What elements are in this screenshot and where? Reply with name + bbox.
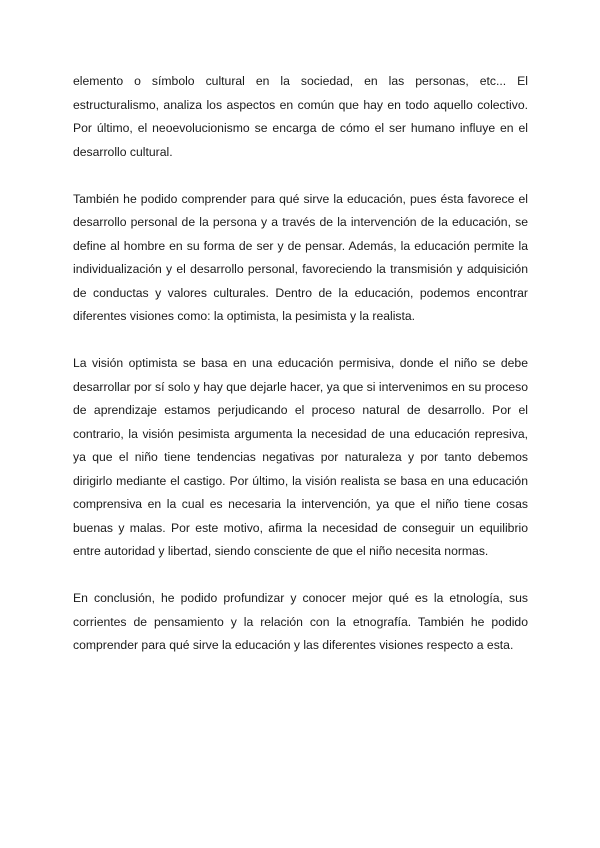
paragraph-education-visions: La visión optimista se basa en una educación permisiva, donde el niño se debe desarrollar por sí solo y hay que dejarle hacer, ya que si intervenimos en su proceso de aprendizaje estamos perjudicando el proceso natural de desarrollo. Por el contrario, la visión pesimista argumenta la necesidad de una educación represiva, ya que el niño tiene tendencias negativas por naturaleza y por tanto debemos dirigirlo mediante el castigo. Por último, la visión realista se basa en una educación comprensiva en la cual es necesaria la intervención, ya que el niño tiene cosas buenas y malas. Por este motivo, afirma la necesidad de conseguir un equilibrio entre autoridad y libertad, siendo consciente de que el niño necesita normas. — [73, 356, 528, 558]
paragraph-education-purpose: También he podido comprender para qué sirve la educación, pues ésta favorece el desarrollo personal de la persona y a través de la intervención de la educación, se define al hombre en su forma de ser y de pensar. Además, la educación permite la individualización y el desarrollo personal, favoreciendo la transmisión y adquisición de conductas y valores culturales. Dentro de la educación, podemos encontrar diferentes visiones como: la optimista, la pesimista y la realista. — [73, 191, 528, 323]
paragraph-conclusion: En conclusión, he podido profundizar y conocer mejor qué es la etnología, sus corrientes de pensamiento y la relación con la etnografía. También he podido comprender para qué sirve la educación y las diferentes visiones respecto a esta. — [73, 591, 528, 652]
body-text — [73, 70, 528, 681]
paragraph-cultural-currents: elemento o símbolo cultural en la sociedad, en las personas, etc... El estructuralismo, analiza los aspectos en común que hay en todo aquello colectivo. Por último, el neoevolucionismo se encarga de cómo el ser humano influye en el desarrollo cultural. — [73, 74, 528, 159]
